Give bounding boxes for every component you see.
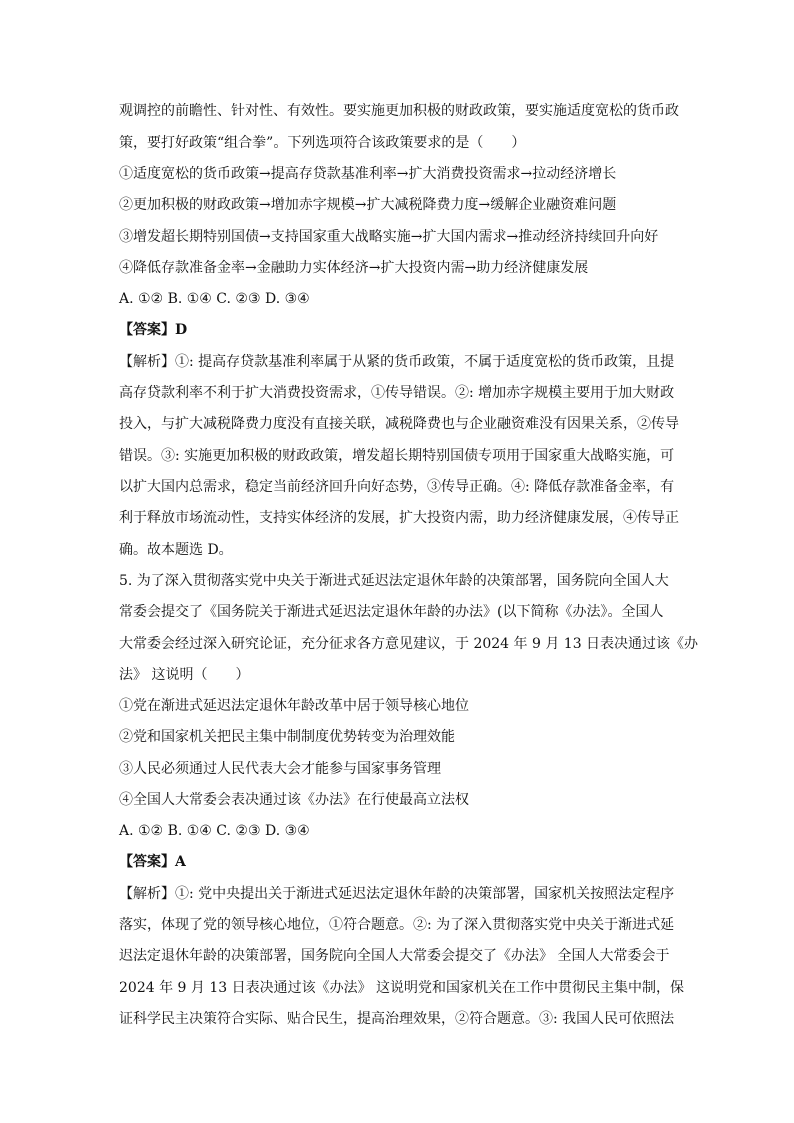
q5-analysis-line-2: 落实，体现了党的领导核心地位，①符合题意。②: 为了深入贯彻落实党中央关于渐进式延 [119, 917, 675, 933]
q4-analysis-line-3: 投入，与扩大减税降费力度没有直接关联，减税降费也与企业融资难没有因果关系，②传导 [119, 416, 679, 432]
q5-analysis-line-3: 迟法定退休年龄的决策部署，国务院向全国人大常委会提交了《办法》 全国人大常委会于 [119, 948, 670, 964]
q4-choices: A. ①② B. ①④ C. ②③ D. ③④ [119, 291, 310, 307]
q4-stem-line-1: 观调控的前瞻性、针对性、有效性。要实施更加积极的财政政策，要实施适度宽松的货币政 [119, 103, 679, 119]
q5-answer: 【答案】A [119, 854, 186, 870]
q5-option-2: ②党和国家机关把民主集中制制度优势转变为治理效能 [119, 729, 455, 745]
q5-option-3: ③人民必须通过人民代表大会才能参与国家事务管理 [119, 761, 441, 777]
q4-option-4: ④降低存款准备金率→金融助力实体经济→扩大投资内需→助力经济健康发展 [119, 260, 589, 276]
q5-analysis-line-5: 证科学民主决策符合实际、贴合民生，提高治理效果，②符合题意。③: 我国人民可依照法 [119, 1011, 675, 1027]
q5-stem-line-4: 法》 这说明（ ） [119, 667, 250, 683]
q5-choices: A. ①② B. ①④ C. ②③ D. ③④ [119, 823, 310, 839]
q4-option-2: ②更加积极的财政政策→增加赤字规模→扩大减税降费力度→缓解企业融资难问题 [119, 197, 617, 213]
q4-option-3: ③增发超长期特别国债→支持国家重大战略实施→扩大国内需求→推动经济持续回升向好 [119, 229, 659, 245]
q4-stem-line-2: 策，要打好政策“组合拳”。下列选项符合该政策要求的是（ ） [119, 135, 526, 151]
q5-analysis-line-4: 2024 年 9 月 13 日表决通过该《办法》 这说明党和国家机关在工作中贯彻民主集中制，保 [119, 980, 685, 996]
q4-answer: 【答案】D [119, 322, 188, 338]
q4-option-1: ①适度宽松的货币政策→提高存贷款基准利率→扩大消费投资需求→拉动经济增长 [119, 166, 617, 182]
q4-analysis-line-2: 高存贷款利率不利于扩大消费投资需求，①传导错误。②: 增加赤字规模主要用于加大财政 [119, 385, 675, 401]
q4-analysis-line-4: 错误。③: 实施更加积极的财政政策，增发超长期特别国债专项用于国家重大战略实施，可 [119, 448, 675, 464]
q5-stem-line-2: 常委会提交了《国务院关于渐进式延迟法定退休年龄的办法》(以下简称《办法》。全国人 [119, 604, 664, 620]
q4-analysis-line-5: 以扩大国内总需求，稳定当前经济回升向好态势，③传导正确。④: 降低存款准备金率，有 [119, 479, 675, 495]
q5-option-1: ①党在渐进式延迟法定退休年龄改革中居于领导核心地位 [119, 698, 469, 714]
q5-option-4: ④全国人大常委会表决通过该《办法》在行使最高立法权 [119, 792, 469, 808]
q4-analysis-line-7: 确。故本题选 D。 [119, 542, 233, 558]
q4-analysis-line-1: 【解析】①: 提高存贷款基准利率属于从紧的货币政策，不属于适度宽松的货币政策，且提 [119, 354, 675, 370]
q5-analysis-line-1: 【解析】①: 党中央提出关于渐进式延迟法定退休年龄的决策部署，国家机关按照法定程序 [119, 886, 675, 902]
q5-stem-line-3: 大常委会经过深入研究论证，充分征求各方意见建议，于 2024 年 9 月 13 日表决通过该《办 [119, 636, 699, 652]
q5-stem-line-1: 5. 为了深入贯彻落实党中央关于渐进式延迟法定退休年龄的决策部署，国务院向全国人大 [119, 573, 669, 589]
q4-analysis-line-6: 利于释放市场流动性，支持实体经济的发展，扩大投资内需，助力经济健康发展，④传导正 [119, 510, 679, 526]
